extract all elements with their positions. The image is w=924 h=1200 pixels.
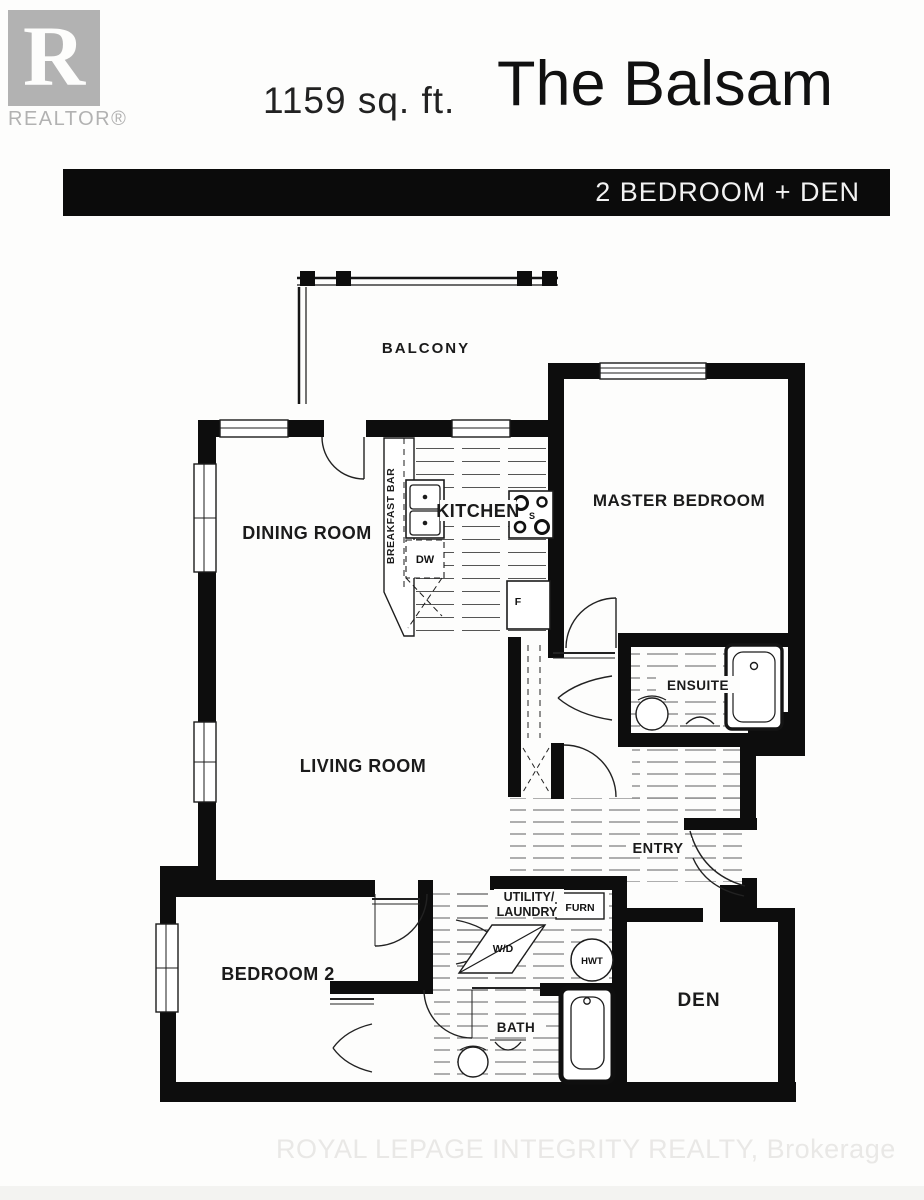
master-bedroom-label: MASTER BEDROOM xyxy=(592,491,766,510)
bedroom2-label: BEDROOM 2 xyxy=(221,964,335,984)
bedroom2-closet-bifold-doors xyxy=(330,999,374,1072)
hot-water-tank-label: HWT xyxy=(581,956,603,967)
realtor-logo-r: R xyxy=(22,8,86,104)
dining-room-label: DINING ROOM xyxy=(242,523,372,543)
hot-water-tank xyxy=(571,939,613,981)
banner-label: 2 BEDROOM + DEN xyxy=(595,177,860,207)
dining-top-window xyxy=(220,420,288,437)
living-room-label: LIVING ROOM xyxy=(299,756,427,776)
sqft-label: 1159 sq. ft. xyxy=(263,80,456,121)
bedroom2-left-window xyxy=(156,924,178,1012)
scan-bottom-strip xyxy=(0,1186,924,1200)
brokerage-watermark: ROYAL LEPAGE INTEGRITY REALTY, Brokerage xyxy=(276,1134,896,1164)
dishwasher-label: DW xyxy=(415,554,435,566)
plan-title: The Balsam xyxy=(497,49,834,119)
bath-tub xyxy=(561,988,613,1082)
furnace-label: FURN xyxy=(565,902,595,914)
dining-left-window xyxy=(194,464,216,572)
den-label: DEN xyxy=(677,990,721,1011)
fridge xyxy=(507,581,550,629)
bath-toilet xyxy=(458,1046,488,1077)
balcony-door xyxy=(322,437,364,479)
realtor-logo-text: REALTOR® xyxy=(8,108,128,130)
linen-closet-door xyxy=(523,745,616,797)
hall-closet-bifold-doors xyxy=(528,645,615,738)
living-left-window xyxy=(194,722,216,802)
fridge-label: F xyxy=(514,596,522,608)
bath-floor-tiles xyxy=(434,995,564,1083)
balcony-railing xyxy=(297,271,558,404)
stove-label: S xyxy=(528,511,536,521)
ensuite-label: ENSUITE xyxy=(666,678,730,693)
utility-label-line2: LAUNDRY xyxy=(496,905,558,919)
kitchen-label: KITCHEN xyxy=(436,501,520,521)
master-window xyxy=(600,363,706,379)
bath-label: BATH xyxy=(496,1020,536,1035)
kitchen-top-window xyxy=(452,420,510,437)
master-door xyxy=(566,598,616,648)
breakfast-bar-label: BREAKFAST BAR xyxy=(385,467,397,565)
utility-label-line1: UTILITY/ xyxy=(503,890,555,904)
balcony-label: BALCONY xyxy=(381,340,471,357)
washer-dryer-label: W/D xyxy=(492,943,514,955)
entry-label: ENTRY xyxy=(632,841,684,857)
